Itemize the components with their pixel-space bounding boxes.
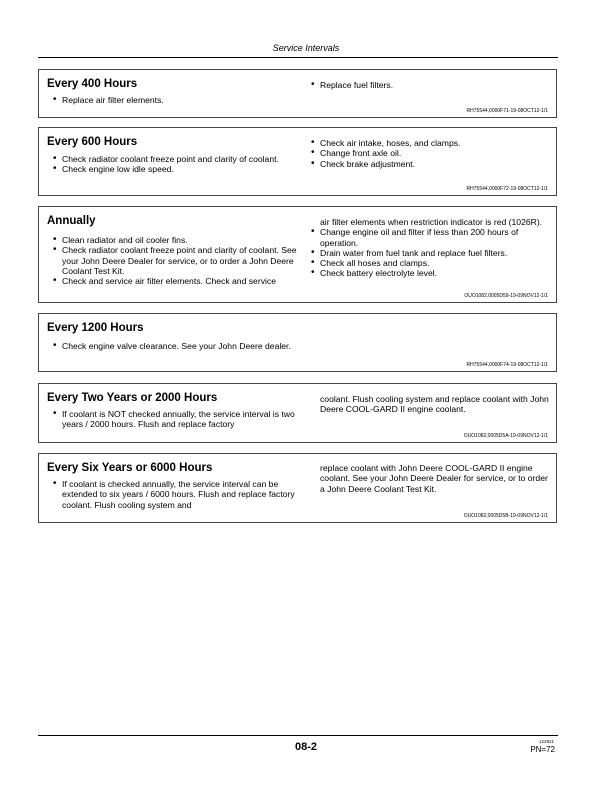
pn-label: PN=72 <box>530 745 555 754</box>
left-column <box>53 409 303 430</box>
list-item: • Change front axle oil. <box>311 148 549 158</box>
section-title: Every Six Years or 6000 Hours <box>47 462 213 474</box>
reference-code: OUO1082,0005D59-19-09NOV12-1/1 <box>464 293 548 299</box>
list-item: • Check and service air filter elements. Check and service <box>53 276 303 286</box>
page-number: 08-2 <box>294 741 318 753</box>
section-every-six-years <box>38 453 557 523</box>
list-item: • Check air intake, hoses, and clamps. <box>311 138 549 148</box>
reference-code: OUO1082,0005D5A-19-09NOV12-1/1 <box>463 433 548 439</box>
list-item: • Check engine low idle speed. <box>53 164 303 174</box>
continued-text: replace coolant with John Deere COOL-GARD II engine coolant. See your John Deere Dealer for service, or to order a John Deere Coolant Test Kit. <box>320 463 548 494</box>
left-column <box>53 154 303 175</box>
right-column <box>311 217 549 279</box>
section-title: Every 1200 Hours <box>47 322 144 334</box>
section-every-1200-hours <box>38 313 557 372</box>
left-column <box>53 235 303 286</box>
reference-code: RH75544,0000F72-19-08OCT12-1/1 <box>466 186 548 192</box>
continued-text: coolant. Flush cooling system and replace coolant with John Deere COOL-GARD II engine coolant. <box>320 394 549 415</box>
list-item: • Clean radiator and oil cooler fins. <box>53 235 303 245</box>
section-title: Every 400 Hours <box>47 78 138 90</box>
list-item: • If coolant is NOT checked annually, the service interval is two years / 2000 hours. Flush and replace factory <box>53 409 303 430</box>
page-header-title: Service Intervals <box>272 43 340 53</box>
section-title: Annually <box>47 215 96 227</box>
section-annually <box>38 206 557 303</box>
list-item: • If coolant is checked annually, the service interval can be extended to six years / 6000 hours. Flush and replace factory coolant. Flush cooling system and <box>53 479 303 510</box>
list-item: • Check engine valve clearance. See your John Deere dealer. <box>53 341 303 351</box>
header-rule <box>38 57 558 58</box>
list-item: • Drain water from fuel tank and replace fuel filters. <box>311 248 549 258</box>
left-column <box>53 479 303 510</box>
left-column <box>53 95 303 105</box>
right-column <box>311 80 549 90</box>
right-column <box>311 463 549 494</box>
right-column <box>311 138 549 169</box>
list-item: • Check radiator coolant freeze point and clarity of coolant. <box>53 154 303 164</box>
footer-code: 122921 <box>538 739 554 744</box>
section-every-two-years <box>38 383 557 443</box>
reference-code: RH75544,0000F71-19-08OCT12-1/1 <box>466 108 548 114</box>
list-item: • Check radiator coolant freeze point and clarity of coolant. See your John Deere Dealer for service, or to order a John Deere Coolant Test Kit. <box>53 245 303 276</box>
section-every-600-hours <box>38 127 557 196</box>
reference-code: RH75544,0000F74-19-08OCT12-1/1 <box>466 362 548 368</box>
section-every-400-hours <box>38 69 557 118</box>
list-item: • Change engine oil and filter if less than 200 hours of operation. <box>311 227 549 248</box>
footer-rule <box>38 735 558 736</box>
list-item: • Check all hoses and clamps. <box>311 258 549 268</box>
list-item: • Check battery electrolyte level. <box>311 268 549 278</box>
right-column <box>311 394 549 415</box>
list-item: • Replace fuel filters. <box>311 80 549 90</box>
continued-text: air filter elements when restriction indicator is red (1026R). <box>320 217 543 227</box>
list-item: • Replace air filter elements. <box>53 95 303 105</box>
list-item: • Check brake adjustment. <box>311 159 549 169</box>
section-title: Every Two Years or 2000 Hours <box>47 392 218 404</box>
reference-code: OUO1082,0005D5B-19-09NOV12-1/1 <box>463 513 548 519</box>
left-column <box>53 341 303 351</box>
section-title: Every 600 Hours <box>47 136 138 148</box>
